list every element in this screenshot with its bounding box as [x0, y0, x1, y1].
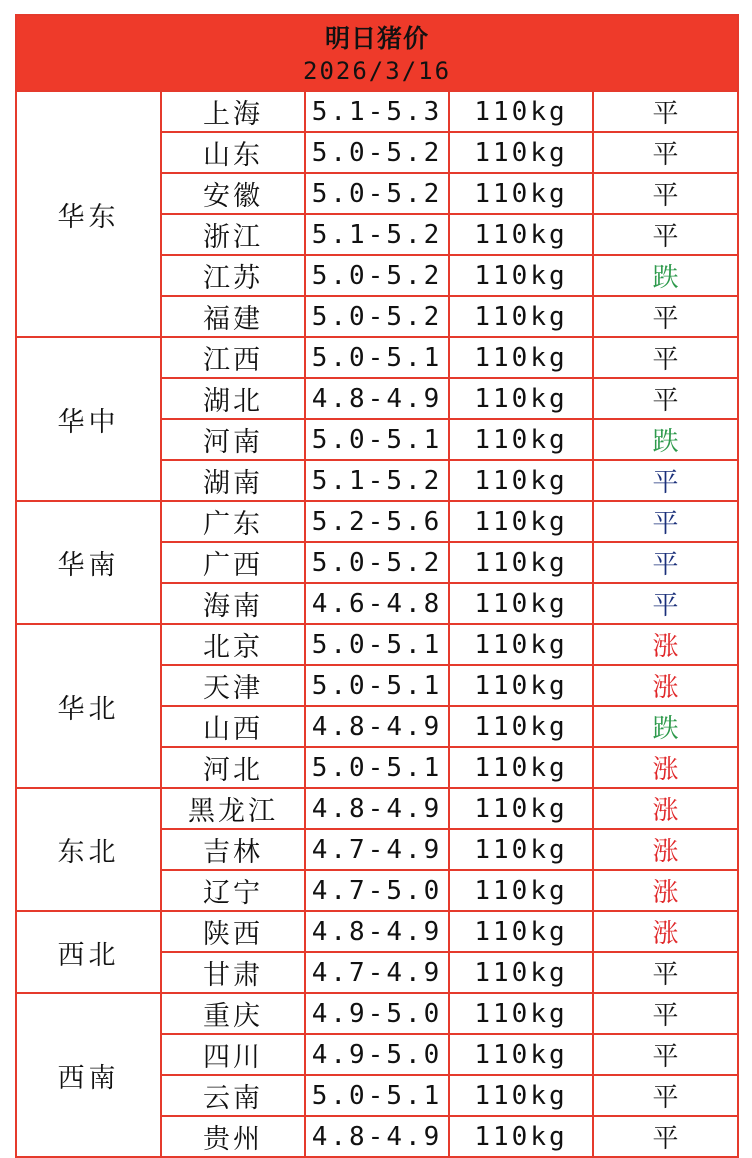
weight-cell: 110kg: [449, 460, 593, 501]
price-cell: 5.0-5.2: [305, 542, 449, 583]
trend-cell: 跌: [593, 255, 738, 296]
province-cell: 北京: [161, 624, 305, 665]
price-cell: 5.0-5.2: [305, 296, 449, 337]
trend-cell: 涨: [593, 665, 738, 706]
province-cell: 辽宁: [161, 870, 305, 911]
price-cell: 5.0-5.1: [305, 1075, 449, 1116]
trend-cell: 平: [593, 91, 738, 132]
price-cell: 5.1-5.2: [305, 214, 449, 255]
price-cell: 4.7-4.9: [305, 952, 449, 993]
province-cell: 重庆: [161, 993, 305, 1034]
trend-cell: 平: [593, 952, 738, 993]
price-cell: 5.0-5.2: [305, 255, 449, 296]
table-row: [16, 788, 738, 829]
province-cell: 江苏: [161, 255, 305, 296]
price-cell: 4.7-5.0: [305, 870, 449, 911]
trend-cell: 平: [593, 173, 738, 214]
province-cell: 湖北: [161, 378, 305, 419]
weight-cell: 110kg: [449, 542, 593, 583]
region-cell: 华北: [16, 624, 161, 788]
trend-cell: 跌: [593, 419, 738, 460]
province-cell: 广东: [161, 501, 305, 542]
province-cell: 河南: [161, 419, 305, 460]
weight-cell: 110kg: [449, 1116, 593, 1157]
province-cell: 陕西: [161, 911, 305, 952]
price-cell: 5.1-5.3: [305, 91, 449, 132]
province-cell: 吉林: [161, 829, 305, 870]
weight-cell: 110kg: [449, 214, 593, 255]
trend-cell: 涨: [593, 911, 738, 952]
price-cell: 4.8-4.9: [305, 706, 449, 747]
region-cell: 华南: [16, 501, 161, 624]
province-cell: 贵州: [161, 1116, 305, 1157]
weight-cell: 110kg: [449, 255, 593, 296]
weight-cell: 110kg: [449, 501, 593, 542]
price-cell: 5.0-5.2: [305, 132, 449, 173]
trend-cell: 平: [593, 1075, 738, 1116]
page-title: 明日猪价: [325, 23, 430, 53]
trend-cell: 平: [593, 337, 738, 378]
price-cell: 5.0-5.1: [305, 665, 449, 706]
trend-cell: 平: [593, 583, 738, 624]
province-cell: 上海: [161, 91, 305, 132]
table-row: [16, 624, 738, 665]
province-cell: 山东: [161, 132, 305, 173]
table-row: [16, 501, 738, 542]
trend-cell: 涨: [593, 870, 738, 911]
province-cell: 广西: [161, 542, 305, 583]
trend-cell: 跌: [593, 706, 738, 747]
price-cell: 5.0-5.1: [305, 624, 449, 665]
province-cell: 黑龙江: [161, 788, 305, 829]
price-cell: 5.0-5.2: [305, 173, 449, 214]
weight-cell: 110kg: [449, 419, 593, 460]
price-cell: 4.8-4.9: [305, 788, 449, 829]
weight-cell: 110kg: [449, 706, 593, 747]
price-cell: 4.9-5.0: [305, 993, 449, 1034]
trend-cell: 平: [593, 1116, 738, 1157]
table-row: [16, 911, 738, 952]
weight-cell: 110kg: [449, 829, 593, 870]
table-row: [16, 337, 738, 378]
province-cell: 天津: [161, 665, 305, 706]
province-cell: 安徽: [161, 173, 305, 214]
price-cell: 4.9-5.0: [305, 1034, 449, 1075]
province-cell: 甘肃: [161, 952, 305, 993]
weight-cell: 110kg: [449, 296, 593, 337]
province-cell: 云南: [161, 1075, 305, 1116]
weight-cell: 110kg: [449, 624, 593, 665]
province-cell: 浙江: [161, 214, 305, 255]
price-cell: 4.8-4.9: [305, 911, 449, 952]
province-cell: 江西: [161, 337, 305, 378]
trend-cell: 平: [593, 460, 738, 501]
table-row: [16, 91, 738, 132]
weight-cell: 110kg: [449, 1075, 593, 1116]
price-cell: 4.7-4.9: [305, 829, 449, 870]
weight-cell: 110kg: [449, 870, 593, 911]
trend-cell: 平: [593, 378, 738, 419]
weight-cell: 110kg: [449, 583, 593, 624]
table-header: [16, 15, 738, 91]
price-cell: 5.2-5.6: [305, 501, 449, 542]
trend-cell: 平: [593, 501, 738, 542]
province-cell: 四川: [161, 1034, 305, 1075]
weight-cell: 110kg: [449, 378, 593, 419]
price-cell: 5.0-5.1: [305, 337, 449, 378]
region-cell: 西北: [16, 911, 161, 993]
price-cell: 5.0-5.1: [305, 419, 449, 460]
table-body: [16, 15, 738, 1157]
price-date: 2026/3/16: [303, 56, 452, 85]
weight-cell: 110kg: [449, 952, 593, 993]
trend-cell: 涨: [593, 624, 738, 665]
table-header-row: [16, 15, 738, 91]
trend-cell: 平: [593, 214, 738, 255]
province-cell: 海南: [161, 583, 305, 624]
province-cell: 山西: [161, 706, 305, 747]
trend-cell: 涨: [593, 829, 738, 870]
trend-cell: 平: [593, 1034, 738, 1075]
trend-cell: 涨: [593, 747, 738, 788]
region-cell: 西南: [16, 993, 161, 1157]
province-cell: 河北: [161, 747, 305, 788]
weight-cell: 110kg: [449, 337, 593, 378]
weight-cell: 110kg: [449, 993, 593, 1034]
weight-cell: 110kg: [449, 91, 593, 132]
weight-cell: 110kg: [449, 911, 593, 952]
weight-cell: 110kg: [449, 132, 593, 173]
province-cell: 湖南: [161, 460, 305, 501]
region-cell: 东北: [16, 788, 161, 911]
weight-cell: 110kg: [449, 788, 593, 829]
price-cell: 5.1-5.2: [305, 460, 449, 501]
weight-cell: 110kg: [449, 173, 593, 214]
weight-cell: 110kg: [449, 1034, 593, 1075]
region-cell: 华东: [16, 91, 161, 337]
price-cell: 4.6-4.8: [305, 583, 449, 624]
table-row: [16, 993, 738, 1034]
pig-price-table: [15, 14, 739, 1158]
region-cell: 华中: [16, 337, 161, 501]
price-cell: 5.0-5.1: [305, 747, 449, 788]
trend-cell: 涨: [593, 788, 738, 829]
trend-cell: 平: [593, 542, 738, 583]
weight-cell: 110kg: [449, 747, 593, 788]
price-cell: 4.8-4.9: [305, 1116, 449, 1157]
province-cell: 福建: [161, 296, 305, 337]
trend-cell: 平: [593, 132, 738, 173]
trend-cell: 平: [593, 296, 738, 337]
weight-cell: 110kg: [449, 665, 593, 706]
price-cell: 4.8-4.9: [305, 378, 449, 419]
trend-cell: 平: [593, 993, 738, 1034]
